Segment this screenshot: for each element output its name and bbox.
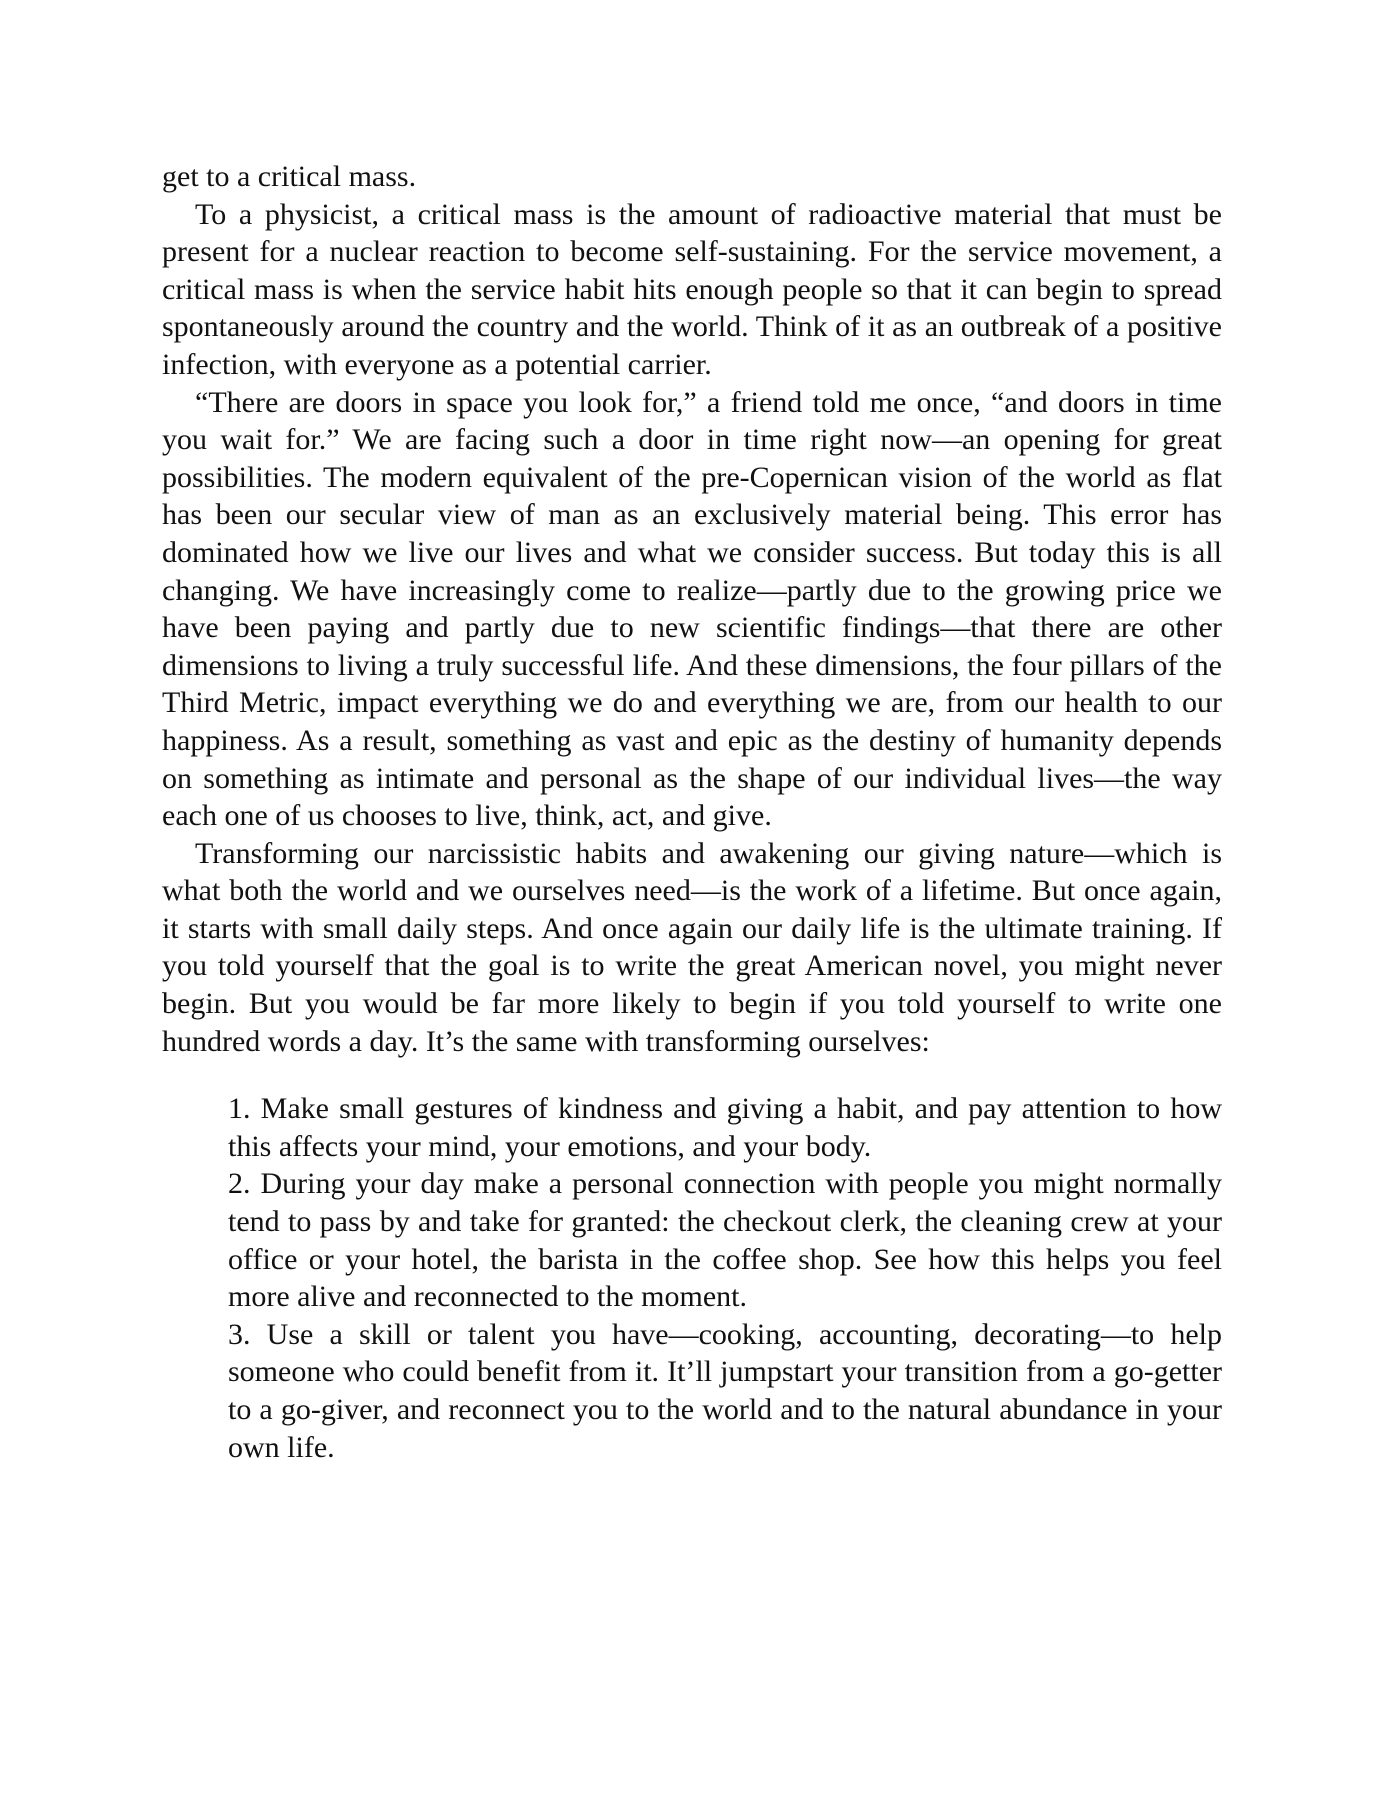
list-item: 1. Make small gestures of kindness and giving a habit, and pay attention to how this affects your mind, your emotions, and your body. [228, 1092, 1222, 1163]
list-item: 2. During your day make a personal connection with people you might normally tend to pass by and take for granted: the checkout clerk, the cleaning crew at your office or your hotel, the barista in the coffee shop. See how this helps you feel more alive and reconnected to the moment. [228, 1167, 1222, 1314]
paragraph-critical-mass: To a physicist, a critical mass is the amount of radioactive material that must be present for a nuclear reaction to become self-sustaining. For the service movement, a critical mass is when the service habit hits enough people so that it can begin to spread spontaneously around the country and the world. Think of it as an outbreak of a positive infection, with everyone as a potential carrier. [162, 197, 1222, 381]
steps-list [162, 1090, 1222, 1466]
paragraph-continuation: get to a critical mass. [162, 160, 417, 193]
paragraph-transforming-habits: Transforming our narcissistic habits and awakening our giving nature—which is what both the world and we ourselves need—is the work of a lifetime. But once again, it starts with small daily steps. And once again our daily life is the ultimate training. If you told yourself that the goal is to write the great American novel, you might never begin. But you would be far more likely to begin if you told yourself to write one hundred words a day. It’s the same with transforming ourselves: [162, 836, 1222, 1058]
list-item: 3. Use a skill or talent you have—cooking, accounting, decorating—to help someone who could benefit from it. It’ll jumpstart your transition from a go-getter to a go-giver, and reconnect you to the world and to the natural abundance in your own life. [228, 1317, 1222, 1464]
page-body [162, 158, 1222, 1466]
paragraph-doors-in-time: “There are doors in space you look for,” a friend told me once, “and doors in time you wait for.” We are facing such a door in time right now—an opening for great possibilities. The modern equivalent of the pre-Copernican vision of the world as flat has been our secular view of man as an exclusively material being. This error has dominated how we live our lives and what we consider success. But today this is all changing. We have increasingly come to realize—partly due to the growing price we have been paying and partly due to new scientific findings—that there are other dimensions to living a truly successful life. And these dimensions, the four pillars of the Third Metric, impact everything we do and everything we are, from our health to our happiness. As a result, something as vast and epic as the destiny of humanity depends on something as intimate and personal as the shape of our individual lives—the way each one of us chooses to live, think, act, and give. [162, 385, 1222, 833]
